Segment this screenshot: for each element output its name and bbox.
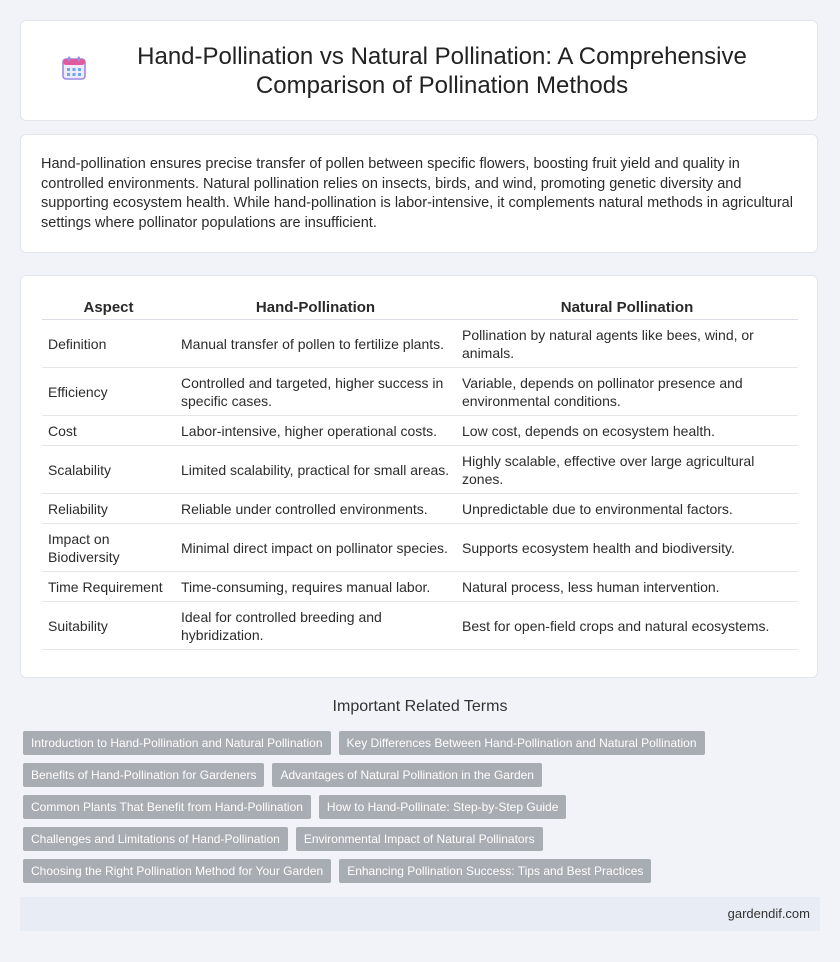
natural-cell: Highly scalable, effective over large agricultural zones.: [456, 446, 798, 494]
table-header-row: [42, 294, 798, 320]
aspect-cell: Efficiency: [42, 368, 175, 416]
aspect-cell: Cost: [42, 416, 175, 446]
hand-cell: Reliable under controlled environments.: [175, 494, 456, 524]
related-term-link[interactable]: Benefits of Hand-Pollination for Gardeners: [23, 763, 264, 787]
intro-card: [20, 134, 818, 253]
tag-row: [23, 731, 813, 755]
header-hand-pollination: Hand-Pollination: [175, 294, 456, 320]
natural-cell: Supports ecosystem health and biodiversity.: [456, 524, 798, 572]
tag-row: [23, 795, 813, 819]
aspect-cell: Suitability: [42, 602, 175, 650]
aspect-cell: Reliability: [42, 494, 175, 524]
calendar-icon: [61, 55, 87, 81]
hand-cell: Manual transfer of pollen to fertilize plants.: [175, 320, 456, 368]
hand-cell: Labor-intensive, higher operational costs.: [175, 416, 456, 446]
table-row: [42, 368, 798, 416]
related-terms-heading: Important Related Terms: [332, 698, 508, 715]
table-row: [42, 320, 798, 368]
aspect-cell: Time Requirement: [42, 572, 175, 602]
table-row: [42, 446, 798, 494]
hand-cell: Time-consuming, requires manual labor.: [175, 572, 456, 602]
related-term-link[interactable]: Key Differences Between Hand-Pollination and Natural Pollination: [339, 731, 705, 755]
footer: [20, 897, 820, 931]
table-row: [42, 416, 798, 446]
hand-cell: Minimal direct impact on pollinator species.: [175, 524, 456, 572]
tag-row: [23, 827, 813, 851]
hand-cell: Controlled and targeted, higher success in specific cases.: [175, 368, 456, 416]
natural-cell: Variable, depends on pollinator presence and environmental conditions.: [456, 368, 798, 416]
natural-cell: Unpredictable due to environmental factors.: [456, 494, 798, 524]
footer-site-link[interactable]: gardendif.com: [727, 906, 810, 921]
table-row: [42, 524, 798, 572]
natural-cell: Low cost, depends on ecosystem health.: [456, 416, 798, 446]
related-term-link[interactable]: Challenges and Limitations of Hand-Pollination: [23, 827, 288, 851]
related-term-link[interactable]: Introduction to Hand-Pollination and Natural Pollination: [23, 731, 331, 755]
natural-cell: Natural process, less human intervention.: [456, 572, 798, 602]
related-terms-list: [23, 731, 813, 891]
related-term-link[interactable]: Environmental Impact of Natural Pollinators: [296, 827, 543, 851]
table-row: [42, 572, 798, 602]
tag-row: [23, 763, 813, 787]
header-aspect: Aspect: [42, 294, 175, 320]
hand-cell: Limited scalability, practical for small areas.: [175, 446, 456, 494]
related-term-link[interactable]: Choosing the Right Pollination Method for Your Garden: [23, 859, 331, 883]
aspect-cell: Impact on Biodiversity: [42, 524, 175, 572]
intro-text: Hand-pollination ensures precise transfer of pollen between specific flowers, boosting fruit yield and quality in controlled environments. Natural pollination relies on insects, birds, and wind, promoting genetic diversity and supporting ecosystem health. While hand-pollination is labor-intensive, it complements natural methods in agricultural settings where pollinator populations are insufficient.: [41, 156, 793, 231]
table-row: [42, 602, 798, 650]
table-row: [42, 494, 798, 524]
hand-cell: Ideal for controlled breeding and hybridization.: [175, 602, 456, 650]
natural-cell: Best for open-field crops and natural ecosystems.: [456, 602, 798, 650]
related-term-link[interactable]: Enhancing Pollination Success: Tips and Best Practices: [339, 859, 651, 883]
related-term-link[interactable]: Advantages of Natural Pollination in the Garden: [272, 763, 542, 787]
aspect-cell: Scalability: [42, 446, 175, 494]
tag-row: [23, 859, 813, 883]
related-term-link[interactable]: Common Plants That Benefit from Hand-Pollination: [23, 795, 311, 819]
header-natural-pollination: Natural Pollination: [456, 294, 798, 320]
page-title: Hand-Pollination vs Natural Pollination: A Comprehensive Comparison of Pollination Methods: [137, 42, 747, 99]
title-card: [20, 20, 818, 121]
natural-cell: Pollination by natural agents like bees, wind, or animals.: [456, 320, 798, 368]
aspect-cell: Definition: [42, 320, 175, 368]
comparison-table: [42, 294, 798, 650]
related-term-link[interactable]: How to Hand-Pollinate: Step-by-Step Guide: [319, 795, 566, 819]
comparison-card: [20, 275, 818, 678]
